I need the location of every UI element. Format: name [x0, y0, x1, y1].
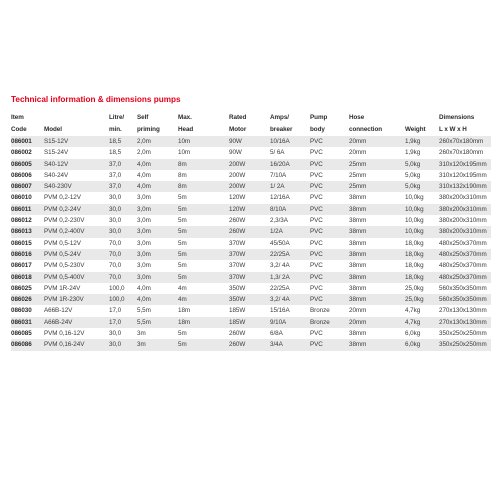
cell-litre-min: 70,0	[109, 238, 137, 249]
cell-max-head: 5m	[178, 249, 229, 260]
cell-amps-breaker: 3,2/ 4A	[270, 260, 310, 271]
cell-hose-connection: 38mm	[349, 272, 405, 283]
cell-item-code: 086086	[11, 339, 44, 350]
cell-self-priming: 3,0m	[137, 260, 178, 271]
cell-dimensions: 310x120x195mm	[439, 170, 491, 181]
cell-item-code: 086005	[11, 159, 44, 170]
cell-weight: 6,0kg	[405, 328, 439, 339]
column-header-dimensions: L x W x H	[439, 126, 467, 133]
cell-model: A66B-12V	[44, 305, 109, 316]
column-header-rated-motor: Rated	[229, 114, 247, 121]
cell-max-head: 5m	[178, 204, 229, 215]
cell-pump-body: PVC	[310, 170, 349, 181]
cell-max-head: 5m	[178, 272, 229, 283]
cell-self-priming: 2,0m	[137, 136, 178, 147]
cell-rated-motor: 185W	[229, 317, 270, 328]
cell-self-priming: 3,0m	[137, 226, 178, 237]
cell-model: PVM 1R-230V	[44, 294, 109, 305]
cell-rated-motor: 370W	[229, 260, 270, 271]
cell-rated-motor: 260W	[229, 328, 270, 339]
cell-item-code: 086010	[11, 192, 44, 203]
cell-amps-breaker: 9/10A	[270, 317, 310, 328]
cell-weight: 10,0kg	[405, 215, 439, 226]
cell-max-head: 5m	[178, 260, 229, 271]
cell-item-code: 086012	[11, 215, 44, 226]
cell-pump-body: PVC	[310, 294, 349, 305]
cell-item-code: 086016	[11, 249, 44, 260]
cell-self-priming: 4,0m	[137, 170, 178, 181]
cell-amps-breaker: 5/ 6A	[270, 147, 310, 158]
cell-model: PVM 1R-24V	[44, 283, 109, 294]
cell-item-code: 086007	[11, 181, 44, 192]
column-header-hose-connection: connection	[349, 126, 383, 133]
cell-hose-connection: 25mm	[349, 181, 405, 192]
pump-spec-sheet	[11, 94, 491, 351]
cell-model: PVM 0,16-24V	[44, 339, 109, 350]
cell-weight: 18,0kg	[405, 272, 439, 283]
cell-weight: 25,0kg	[405, 283, 439, 294]
cell-weight: 1,9kg	[405, 147, 439, 158]
cell-litre-min: 30,0	[109, 328, 137, 339]
cell-hose-connection: 25mm	[349, 170, 405, 181]
cell-model: S15-24V	[44, 147, 109, 158]
cell-model: PVM 0,2-24V	[44, 204, 109, 215]
cell-model: S40-12V	[44, 159, 109, 170]
cell-hose-connection: 20mm	[349, 136, 405, 147]
table-row	[11, 272, 491, 283]
cell-weight: 5,0kg	[405, 159, 439, 170]
cell-self-priming: 3,0m	[137, 204, 178, 215]
cell-amps-breaker: 3,2/ 4A	[270, 294, 310, 305]
cell-weight: 10,0kg	[405, 192, 439, 203]
cell-dimensions: 480x250x370mm	[439, 238, 491, 249]
cell-max-head: 8m	[178, 170, 229, 181]
cell-litre-min: 30,0	[109, 215, 137, 226]
cell-rated-motor: 370W	[229, 249, 270, 260]
cell-dimensions: 260x70x180mm	[439, 136, 491, 147]
cell-litre-min: 30,0	[109, 226, 137, 237]
cell-amps-breaker: 1/ 2A	[270, 181, 310, 192]
cell-weight: 5,0kg	[405, 170, 439, 181]
cell-self-priming: 5,5m	[137, 305, 178, 316]
cell-weight: 6,0kg	[405, 339, 439, 350]
cell-dimensions: 480x250x370mm	[439, 249, 491, 260]
cell-dimensions: 480x250x370mm	[439, 272, 491, 283]
cell-hose-connection: 38mm	[349, 328, 405, 339]
cell-amps-breaker: 2,3/3A	[270, 215, 310, 226]
cell-self-priming: 3m	[137, 328, 178, 339]
cell-item-code: 086025	[11, 283, 44, 294]
cell-self-priming: 3,0m	[137, 249, 178, 260]
cell-max-head: 18m	[178, 305, 229, 316]
table-row	[11, 249, 491, 260]
cell-hose-connection: 20mm	[349, 305, 405, 316]
cell-rated-motor: 185W	[229, 305, 270, 316]
cell-weight: 10,0kg	[405, 204, 439, 215]
cell-model: PVM 0,2-230V	[44, 215, 109, 226]
cell-dimensions: 560x350x350mm	[439, 283, 491, 294]
cell-rated-motor: 370W	[229, 238, 270, 249]
cell-max-head: 10m	[178, 147, 229, 158]
cell-weight: 18,0kg	[405, 260, 439, 271]
cell-hose-connection: 20mm	[349, 317, 405, 328]
section-title: Technical information & dimensions pumps	[11, 95, 181, 104]
cell-litre-min: 18,5	[109, 136, 137, 147]
cell-item-code: 086013	[11, 226, 44, 237]
cell-model: PVM 0,5-400V	[44, 272, 109, 283]
cell-dimensions: 260x70x180mm	[439, 147, 491, 158]
table-row	[11, 226, 491, 237]
cell-amps-breaker: 16/20A	[270, 159, 310, 170]
cell-rated-motor: 200W	[229, 170, 270, 181]
cell-pump-body: PVC	[310, 181, 349, 192]
column-header-model: Model	[44, 126, 62, 133]
cell-pump-body: PVC	[310, 136, 349, 147]
cell-self-priming: 4,0m	[137, 283, 178, 294]
cell-rated-motor: 260W	[229, 339, 270, 350]
cell-amps-breaker: 6/8A	[270, 328, 310, 339]
column-header-hose-connection: Hose	[349, 114, 365, 121]
table-row	[11, 260, 491, 271]
cell-dimensions: 270x130x130mm	[439, 317, 491, 328]
cell-model: S15-12V	[44, 136, 109, 147]
cell-dimensions: 310x132x190mm	[439, 181, 491, 192]
cell-max-head: 18m	[178, 317, 229, 328]
cell-self-priming: 4,0m	[137, 294, 178, 305]
cell-model: PVM 0,5-12V	[44, 238, 109, 249]
column-header-litre-min: Litre/	[109, 114, 125, 121]
table-row	[11, 294, 491, 305]
cell-pump-body: Bronze	[310, 305, 349, 316]
cell-rated-motor: 200W	[229, 159, 270, 170]
cell-pump-body: PVC	[310, 204, 349, 215]
table-row	[11, 204, 491, 215]
cell-max-head: 4m	[178, 283, 229, 294]
cell-dimensions: 380x200x310mm	[439, 215, 491, 226]
column-header-item-code: Code	[11, 126, 27, 133]
cell-amps-breaker: 22/25A	[270, 249, 310, 260]
cell-weight: 18,0kg	[405, 238, 439, 249]
cell-model: A66B-24V	[44, 317, 109, 328]
cell-rated-motor: 120W	[229, 204, 270, 215]
table-row	[11, 305, 491, 316]
column-header-pump-body: body	[310, 126, 325, 133]
cell-weight: 10,0kg	[405, 226, 439, 237]
cell-litre-min: 30,0	[109, 204, 137, 215]
cell-amps-breaker: 45/50A	[270, 238, 310, 249]
cell-pump-body: PVC	[310, 283, 349, 294]
cell-litre-min: 37,0	[109, 159, 137, 170]
cell-rated-motor: 200W	[229, 181, 270, 192]
cell-max-head: 5m	[178, 192, 229, 203]
table-row	[11, 181, 491, 192]
cell-litre-min: 30,0	[109, 192, 137, 203]
cell-hose-connection: 38mm	[349, 260, 405, 271]
cell-litre-min: 100,0	[109, 283, 137, 294]
cell-hose-connection: 38mm	[349, 204, 405, 215]
cell-model: PVM 0,5-230V	[44, 260, 109, 271]
cell-hose-connection: 20mm	[349, 147, 405, 158]
cell-pump-body: PVC	[310, 328, 349, 339]
cell-item-code: 086085	[11, 328, 44, 339]
cell-model: S40-24V	[44, 170, 109, 181]
cell-amps-breaker: 10/16A	[270, 136, 310, 147]
cell-dimensions: 380x200x310mm	[439, 192, 491, 203]
cell-hose-connection: 38mm	[349, 215, 405, 226]
cell-item-code: 086006	[11, 170, 44, 181]
pump-spec-table	[11, 111, 491, 351]
cell-dimensions: 310x120x195mm	[439, 159, 491, 170]
cell-item-code: 086030	[11, 305, 44, 316]
cell-pump-body: PVC	[310, 260, 349, 271]
cell-hose-connection: 38mm	[349, 192, 405, 203]
cell-dimensions: 480x250x370mm	[439, 260, 491, 271]
cell-self-priming: 3,0m	[137, 215, 178, 226]
column-header-amps-breaker: Amps/	[270, 114, 289, 121]
cell-weight: 4,7kg	[405, 305, 439, 316]
cell-max-head: 5m	[178, 226, 229, 237]
table-row	[11, 170, 491, 181]
cell-weight: 18,0kg	[405, 249, 439, 260]
cell-max-head: 5m	[178, 238, 229, 249]
cell-self-priming: 4,0m	[137, 159, 178, 170]
cell-item-code: 086031	[11, 317, 44, 328]
cell-hose-connection: 25mm	[349, 159, 405, 170]
cell-weight: 4,7kg	[405, 317, 439, 328]
cell-litre-min: 70,0	[109, 249, 137, 260]
cell-dimensions: 380x200x310mm	[439, 226, 491, 237]
cell-pump-body: PVC	[310, 226, 349, 237]
column-header-pump-body: Pump	[310, 114, 328, 121]
cell-rated-motor: 260W	[229, 215, 270, 226]
cell-self-priming: 3m	[137, 339, 178, 350]
cell-self-priming: 3,0m	[137, 272, 178, 283]
table-row	[11, 339, 491, 350]
cell-amps-breaker: 1/2A	[270, 226, 310, 237]
cell-weight: 1,9kg	[405, 136, 439, 147]
cell-item-code: 086001	[11, 136, 44, 147]
cell-max-head: 5m	[178, 215, 229, 226]
table-row	[11, 238, 491, 249]
column-header-max-head: Max.	[178, 114, 192, 121]
cell-litre-min: 17,0	[109, 305, 137, 316]
table-row	[11, 192, 491, 203]
cell-hose-connection: 38mm	[349, 294, 405, 305]
column-header-self-priming: Self	[137, 114, 149, 121]
cell-amps-breaker: 7/10A	[270, 170, 310, 181]
cell-dimensions: 380x200x310mm	[439, 204, 491, 215]
cell-litre-min: 70,0	[109, 260, 137, 271]
column-header-litre-min: min.	[109, 126, 122, 133]
cell-amps-breaker: 8/10A	[270, 204, 310, 215]
cell-item-code: 086026	[11, 294, 44, 305]
cell-amps-breaker: 15/16A	[270, 305, 310, 316]
column-header-model	[44, 111, 109, 124]
cell-self-priming: 5,5m	[137, 317, 178, 328]
header-row	[11, 111, 491, 124]
cell-amps-breaker: 22/25A	[270, 283, 310, 294]
column-header-rated-motor: Motor	[229, 126, 247, 133]
column-header-dimensions: Dimensions	[439, 114, 475, 121]
cell-amps-breaker: 12/16A	[270, 192, 310, 203]
cell-max-head: 8m	[178, 181, 229, 192]
cell-rated-motor: 260W	[229, 226, 270, 237]
table-row	[11, 317, 491, 328]
cell-rated-motor: 90W	[229, 136, 270, 147]
table-row	[11, 328, 491, 339]
cell-hose-connection: 38mm	[349, 226, 405, 237]
cell-pump-body: PVC	[310, 215, 349, 226]
cell-pump-body: PVC	[310, 147, 349, 158]
column-header-weight	[405, 111, 439, 124]
cell-self-priming: 3,0m	[137, 238, 178, 249]
cell-rated-motor: 350W	[229, 283, 270, 294]
table-row	[11, 283, 491, 294]
cell-self-priming: 3,0m	[137, 192, 178, 203]
column-header-amps-breaker: breaker	[270, 126, 293, 133]
cell-model: PVM 0,2-400V	[44, 226, 109, 237]
cell-item-code: 086018	[11, 272, 44, 283]
table-body	[11, 136, 491, 351]
cell-item-code: 086011	[11, 204, 44, 215]
cell-litre-min: 18,5	[109, 147, 137, 158]
cell-pump-body: Bronze	[310, 317, 349, 328]
table-row	[11, 136, 491, 147]
cell-litre-min: 17,0	[109, 317, 137, 328]
cell-item-code: 086017	[11, 260, 44, 271]
cell-hose-connection: 38mm	[349, 238, 405, 249]
cell-hose-connection: 38mm	[349, 249, 405, 260]
cell-max-head: 4m	[178, 294, 229, 305]
cell-rated-motor: 90W	[229, 147, 270, 158]
cell-litre-min: 100,0	[109, 294, 137, 305]
cell-litre-min: 37,0	[109, 181, 137, 192]
cell-pump-body: PVC	[310, 159, 349, 170]
cell-dimensions: 350x250x250mm	[439, 339, 491, 350]
cell-rated-motor: 350W	[229, 294, 270, 305]
column-header-item-code: Item	[11, 114, 24, 121]
cell-amps-breaker: 3/4A	[270, 339, 310, 350]
table-header	[11, 111, 491, 136]
cell-max-head: 10m	[178, 136, 229, 147]
cell-weight: 25,0kg	[405, 294, 439, 305]
column-header-weight: Weight	[405, 126, 426, 133]
cell-model: PVM 0,16-12V	[44, 328, 109, 339]
cell-dimensions: 350x250x250mm	[439, 328, 491, 339]
cell-pump-body: PVC	[310, 249, 349, 260]
cell-hose-connection: 38mm	[349, 283, 405, 294]
table-row	[11, 159, 491, 170]
cell-pump-body: PVC	[310, 339, 349, 350]
cell-dimensions: 270x130x130mm	[439, 305, 491, 316]
cell-max-head: 5m	[178, 328, 229, 339]
cell-litre-min: 37,0	[109, 170, 137, 181]
table-row	[11, 215, 491, 226]
cell-dimensions: 560x350x350mm	[439, 294, 491, 305]
cell-rated-motor: 370W	[229, 272, 270, 283]
cell-amps-breaker: 1,3/ 2A	[270, 272, 310, 283]
cell-rated-motor: 120W	[229, 192, 270, 203]
cell-max-head: 8m	[178, 159, 229, 170]
cell-weight: 5,0kg	[405, 181, 439, 192]
cell-item-code: 086002	[11, 147, 44, 158]
cell-pump-body: PVC	[310, 272, 349, 283]
cell-pump-body: PVC	[310, 192, 349, 203]
cell-max-head: 5m	[178, 339, 229, 350]
cell-model: PVM 0,2-12V	[44, 192, 109, 203]
cell-model: S40-230V	[44, 181, 109, 192]
cell-self-priming: 4,0m	[137, 181, 178, 192]
cell-self-priming: 2,0m	[137, 147, 178, 158]
cell-model: PVM 0,5-24V	[44, 249, 109, 260]
table-row	[11, 147, 491, 158]
column-header-self-priming: priming	[137, 126, 160, 133]
cell-hose-connection: 38mm	[349, 339, 405, 350]
cell-pump-body: PVC	[310, 238, 349, 249]
cell-litre-min: 70,0	[109, 272, 137, 283]
cell-item-code: 086015	[11, 238, 44, 249]
column-header-max-head: Head	[178, 126, 194, 133]
cell-litre-min: 30,0	[109, 339, 137, 350]
header-row	[11, 124, 491, 136]
